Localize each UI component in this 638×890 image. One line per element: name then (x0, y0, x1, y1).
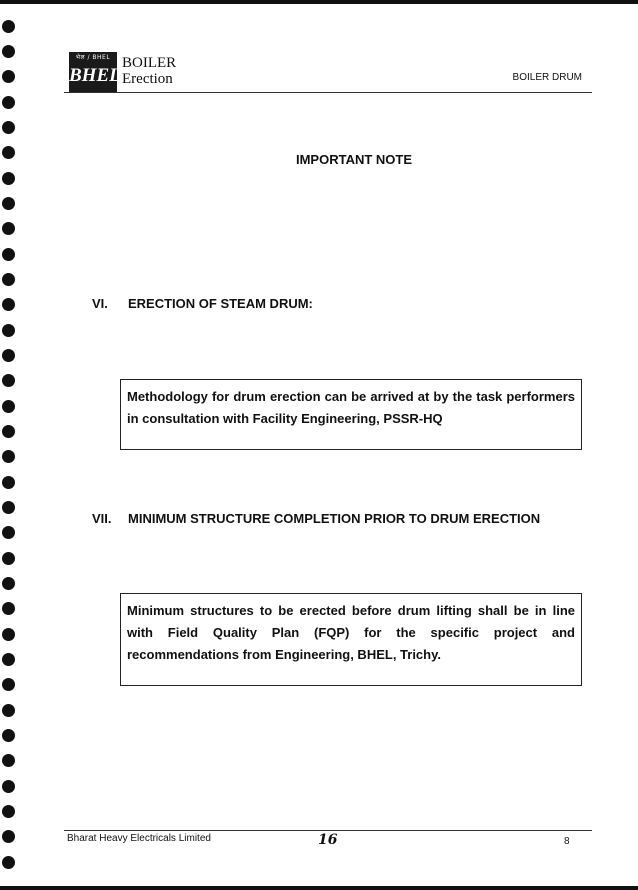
section-number: VII. (92, 511, 112, 526)
binder-hole (2, 400, 15, 413)
binder-hole (2, 628, 15, 641)
binder-hole (2, 602, 15, 615)
section-label: BOILER DRUM (512, 72, 582, 83)
binder-hole (2, 805, 15, 818)
note-box: Methodology for drum erection can be arrived at by the task performers in consultation with Facility Engineering, PSSR-HQ (120, 379, 582, 450)
page-bottom-border (0, 886, 638, 890)
binder-hole (2, 324, 15, 337)
binder-hole (2, 729, 15, 742)
binder-hole (2, 374, 15, 387)
binder-hole (2, 70, 15, 83)
handwritten-page-number: 16 (318, 832, 338, 848)
note-box: Minimum structures to be erected before drum lifting shall be in line with Field Quality Plan (FQP) for the specific project and recommendations from Engineering, BHEL, Trichy. (120, 593, 582, 686)
binder-hole (2, 501, 15, 514)
page-top-border (0, 0, 638, 4)
binder-hole (2, 20, 15, 33)
binder-hole (2, 653, 15, 666)
binder-hole (2, 121, 15, 134)
binder-hole (2, 298, 15, 311)
section-number: VI. (92, 296, 108, 311)
binder-hole (2, 780, 15, 793)
binder-hole (2, 526, 15, 539)
binder-hole (2, 425, 15, 438)
binder-hole (2, 222, 15, 235)
document-title: BOILER (122, 55, 177, 71)
binder-hole (2, 172, 15, 185)
page-number: 8 (564, 836, 570, 847)
binder-hole (2, 476, 15, 489)
binder-hole (2, 197, 15, 210)
binder-hole (2, 577, 15, 590)
binder-hole (2, 45, 15, 58)
binder-hole (2, 96, 15, 109)
footer-divider (64, 830, 592, 831)
binder-hole (2, 754, 15, 767)
binder-hole (2, 678, 15, 691)
binder-hole (2, 856, 15, 869)
binder-hole (2, 273, 15, 286)
binder-hole (2, 248, 15, 261)
document-subtitle: Erection (122, 71, 173, 87)
company-name: Bharat Heavy Electricals Limited (67, 833, 211, 844)
binder-hole (2, 552, 15, 565)
logo-text: BHEL (69, 65, 121, 86)
section-title: MINIMUM STRUCTURE COMPLETION PRIOR TO DRUM ERECTION (128, 511, 541, 526)
binder-hole (2, 704, 15, 717)
page-heading: IMPORTANT NOTE (295, 152, 413, 167)
section-title: ERECTION OF STEAM DRUM: (128, 296, 313, 311)
binder-hole (2, 450, 15, 463)
header-divider (64, 92, 592, 93)
bhel-logo (69, 52, 121, 92)
binder-hole (2, 830, 15, 843)
binder-holes (0, 0, 30, 890)
logo-hindi-text: भेल / BHEL (75, 54, 111, 61)
binder-hole (2, 349, 15, 362)
